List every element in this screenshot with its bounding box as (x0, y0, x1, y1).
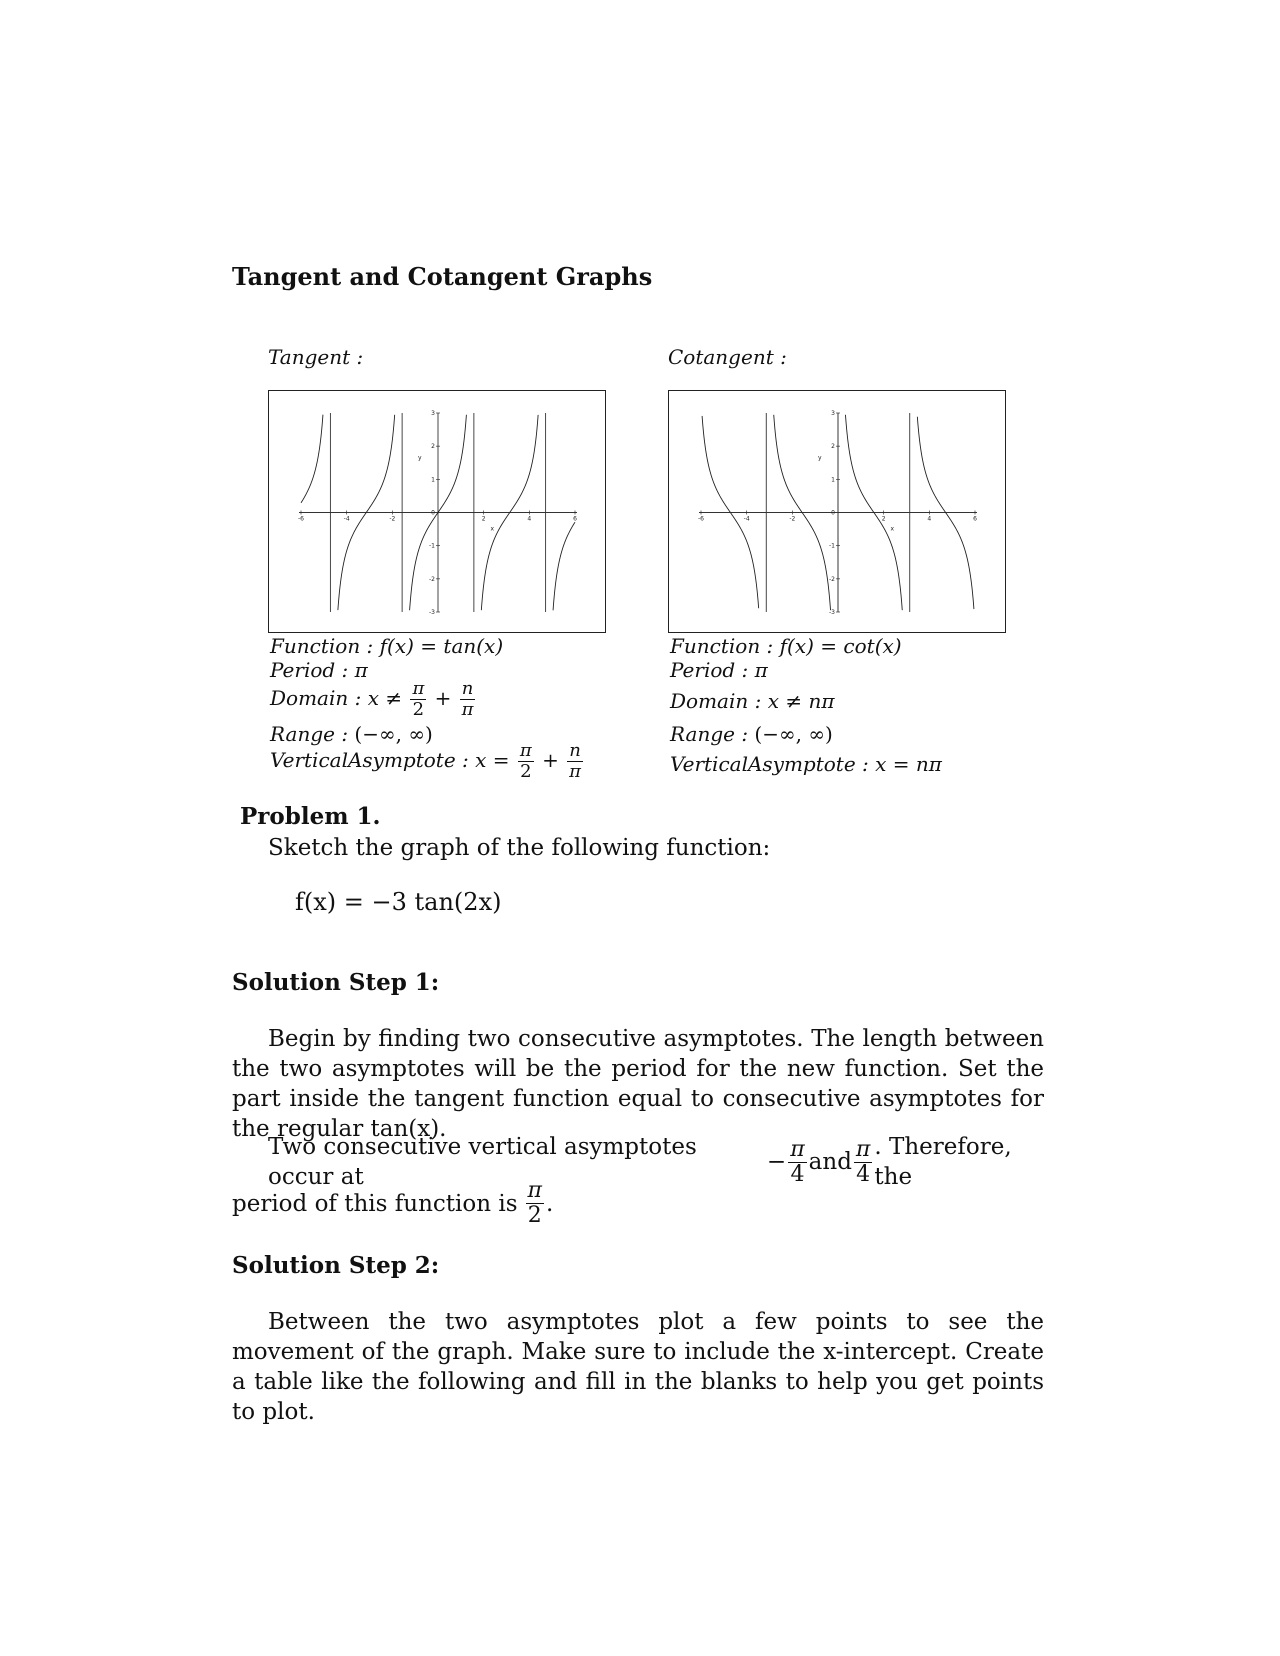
cotangent-range (670, 722, 833, 746)
cotangent-function-label: Function : (670, 634, 774, 658)
cotangent-domain (670, 689, 834, 713)
step1-period-frac: $\frac{\pi}{2}$ (527, 1178, 542, 1228)
tangent-graph (268, 390, 606, 633)
x-tick-label: 2 (881, 515, 886, 523)
step2-heading: Solution Step 2: (232, 1252, 440, 1279)
tangent-asym-frac1: $\frac{\pi}{2}$ (519, 740, 532, 782)
y-tick-label: -1 (429, 542, 435, 550)
cotangent-asymptote-value: x = nπ (875, 752, 942, 776)
step1-and: and (808, 1149, 852, 1175)
y-tick-label: -1 (829, 542, 835, 550)
cotangent-asymptote-label: VerticalAsymptote : (670, 752, 869, 776)
cotangent-range-value: (−∞, ∞) (754, 722, 833, 746)
tangent-range-value: (−∞, ∞) (354, 722, 433, 746)
x-tick-label: -2 (789, 515, 796, 523)
cotangent-label: Cotangent : (668, 345, 787, 369)
tangent-period (270, 658, 368, 682)
cotangent-domain-value: x ≠ nπ (767, 689, 835, 713)
y-tick-label: -3 (429, 609, 435, 616)
tangent-range-label: Range : (270, 722, 349, 746)
cotangent-period (670, 658, 768, 682)
tangent-asymptote-prefix: x = (475, 748, 510, 772)
step1-period-text: period of this function is (232, 1190, 518, 1217)
y-tick-label: 2 (431, 443, 435, 451)
step1-therefore: . Therefore, the (874, 1134, 1012, 1190)
y-tick-label: -2 (829, 575, 835, 583)
tangent-domain-prefix: x ≠ (367, 686, 403, 710)
y-tick-label: 3 (431, 410, 435, 417)
problem-prompt: Sketch the graph of the following function: (268, 835, 771, 861)
x-tick-label: -2 (389, 515, 396, 523)
tangent-function (270, 634, 503, 658)
cotangent-function-value: f(x) = cot(x) (779, 634, 902, 658)
tangent-domain-plus: + (434, 686, 452, 710)
x-tick-label: 4 (527, 515, 532, 523)
tangent-domain-label: Domain : (270, 686, 362, 710)
tangent-domain (270, 680, 477, 719)
tangent-period-label: Period : (270, 658, 349, 682)
y-axis-label: y (418, 454, 422, 462)
y-tick-label: 1 (831, 476, 835, 484)
problem-equation: f(x) = −3 tan(2x) (295, 888, 502, 916)
tangent-label: Tangent : (268, 345, 364, 369)
x-tick-label: -6 (298, 515, 304, 523)
tangent-asym-plus: + (542, 748, 559, 772)
y-tick-label: 3 (831, 410, 835, 417)
x-axis-label: x (490, 525, 495, 533)
x-tick-label: 4 (927, 515, 932, 523)
cotangent-graph (668, 390, 1006, 633)
tangent-asym-frac2: $\frac{n}{\pi}$ (569, 740, 581, 782)
step1-minus: − (766, 1149, 787, 1175)
tangent-domain-frac1: $\frac{\pi}{2}$ (412, 678, 425, 720)
tangent-plot (269, 391, 607, 634)
x-tick-label: 2 (481, 515, 486, 523)
tangent-function-label: Function : (270, 634, 374, 658)
origin-label: 0 (431, 509, 435, 517)
step1-period-line (232, 1180, 553, 1227)
cotangent-asymptote (670, 752, 942, 776)
step2-paragraph: Between the two asymptotes plot a few points to see the movement of the graph. Make sure to include the x-intercept. Create a table like the following and fill in the blanks to help you get points to plot. (232, 1309, 1044, 1425)
cotangent-period-value: π (754, 658, 768, 682)
cotangent-domain-label: Domain : (670, 689, 762, 713)
x-tick-label: 6 (573, 515, 577, 523)
page-title: Tangent and Cotangent Graphs (232, 262, 653, 291)
tangent-asymptote-label: VerticalAsymptote : (270, 748, 469, 772)
x-axis-label: x (890, 525, 895, 533)
tangent-asymptote (270, 742, 585, 781)
y-tick-label: 1 (431, 476, 435, 484)
cotangent-range-label: Range : (670, 722, 749, 746)
x-tick-label: -4 (343, 515, 350, 523)
step1-frac-pos: $\frac{\pi}{4}$ (855, 1136, 871, 1187)
step1-paragraph: Begin by finding two consecutive asymptotes. The length between the two asymptotes will be the period for the new function. Set the part inside the tangent function equal to consecutive asymptotes for the regular tan(x). (232, 1026, 1044, 1142)
x-tick-label: -4 (743, 515, 750, 523)
step1-asym-text: Two consecutive vertical asymptotes occur at (268, 1134, 697, 1190)
curve-branch (301, 415, 323, 503)
step1-frac-neg: $\frac{\pi}{4}$ (790, 1136, 805, 1187)
cotangent-plot (669, 391, 1007, 634)
y-axis-label: y (818, 454, 822, 462)
x-tick-label: -6 (698, 515, 704, 523)
cotangent-function (670, 634, 902, 658)
y-tick-label: -2 (429, 575, 435, 583)
tangent-period-value: π (354, 658, 368, 682)
problem-heading: Problem 1. (240, 803, 381, 830)
tangent-function-value: f(x) = tan(x) (379, 634, 504, 658)
step1-period-end: . (545, 1190, 554, 1217)
tangent-domain-frac2: $\frac{n}{\pi}$ (461, 678, 474, 720)
x-tick-label: 6 (973, 515, 977, 523)
step1-heading: Solution Step 1: (232, 969, 440, 996)
origin-label: 0 (831, 509, 835, 517)
y-tick-label: -3 (829, 609, 835, 616)
y-tick-label: 2 (831, 443, 835, 451)
cotangent-period-label: Period : (670, 658, 749, 682)
curve-branch (553, 522, 575, 610)
